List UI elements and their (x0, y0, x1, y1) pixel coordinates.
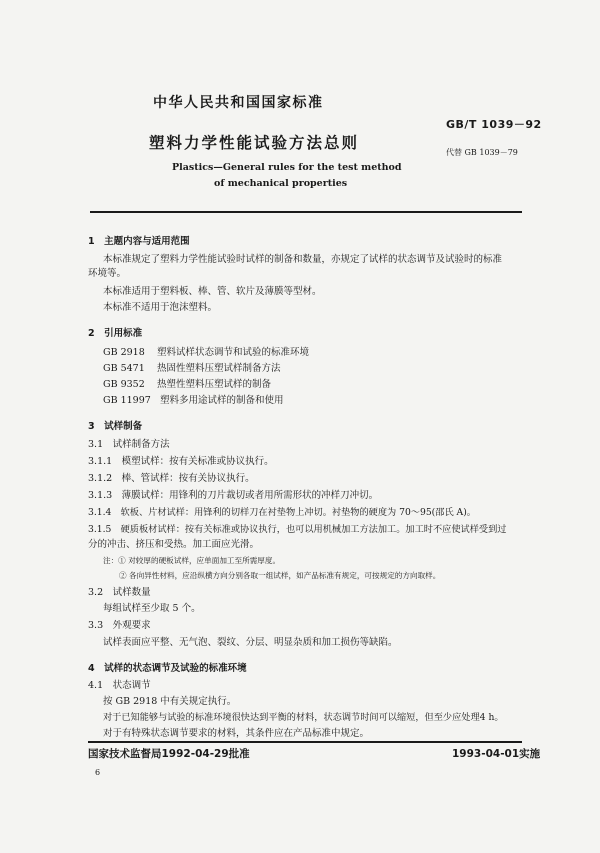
document-title: 塑料力学性能试验方法总则 (149, 134, 360, 152)
clause-3-3-text: 试样表面应平整、无气泡、裂纹、分层、明显杂质和加工损伤等缺陷。 (103, 637, 398, 648)
section-3-heading: 3 试样制备 (88, 421, 143, 432)
clause-3-1-1: 3.1.1 模塑试样：按有关标准或协议执行。 (88, 456, 274, 467)
clause-3-1-2: 3.1.2 棒、管试样：按有关协议执行。 (88, 473, 255, 484)
reference-code: GB 2918 (103, 347, 145, 358)
section-2-heading: 2 引用标准 (88, 328, 143, 339)
replaces-standard: 代替 GB 1039－79 (446, 148, 518, 157)
clause-3-1-3: 3.1.3 薄膜试样：用锋利的刀片裁切或者用所需形状的冲样刀冲切。 (88, 490, 379, 501)
effective-date: 1993-04-01实施 (452, 748, 541, 760)
standard-category: 中华人民共和国国家标准 (153, 95, 324, 111)
reference-title: 热固性塑料压塑试样制备方法 (157, 363, 281, 374)
section-1-paragraph-3: 本标准不适用于泡沫塑料。 (103, 302, 218, 313)
clause-3-3: 3.3 外观要求 (88, 620, 151, 631)
page-number: 6 (95, 768, 101, 777)
english-title-line1: Plastics—General rules for the test method (172, 162, 402, 173)
section-1-paragraph-1-cont: 环境等。 (88, 268, 127, 279)
section-1-heading: 1 主题内容与适用范围 (88, 236, 190, 247)
reference-title: 热塑性塑料压塑试样的制备 (157, 379, 272, 390)
footer-rule (88, 741, 522, 743)
clause-3-1-5: 3.1.5 硬质板材试样：按有关标准或协议执行，也可以用机械加工方法加工。加工时不应使试样受到过 (88, 524, 507, 535)
reference-title: 塑料多用途试样的制备和使用 (160, 395, 284, 406)
section-1-paragraph-1: 本标准规定了塑料力学性能试验时试样的制备和数量，亦规定了试样的状态调节及试验时的标准 (103, 254, 503, 265)
clause-4-1-text-3: 对于有特殊状态调节要求的材料，其条件应在产品标准中规定。 (103, 728, 370, 739)
reference-code: GB 11997 (103, 395, 151, 406)
clause-3-2-text: 每组试样至少取 5 个。 (103, 603, 201, 614)
english-title-line2: of mechanical properties (214, 178, 348, 189)
note-1: 注：① 对较厚的硬板试样，应单面加工至所需厚度。 (103, 556, 281, 565)
note-2: ② 各向异性材料，应沿纵横方向分别各取一组试样，如产品标准有规定，可按规定的方向取样。 (119, 571, 441, 580)
clause-4-1-text-1: 按 GB 2918 中有关规定执行。 (103, 696, 237, 707)
clause-3-1-5-cont: 分的冲击、挤压和受热。加工面应光滑。 (88, 539, 260, 550)
standard-number: GB/T 1039－92 (446, 118, 542, 131)
header-rule (90, 211, 522, 213)
section-4-heading: 4 试样的状态调节及试验的标准环境 (88, 663, 247, 674)
reference-code: GB 9352 (103, 379, 145, 390)
clause-3-2: 3.2 试样数量 (88, 587, 151, 598)
clause-3-1: 3.1 试样制备方法 (88, 439, 170, 450)
approval-statement: 国家技术监督局1992-04-29批准 (88, 748, 250, 760)
clause-3-1-4: 3.1.4 软板、片材试样：用锋利的切样刀在衬垫物上冲切。衬垫物的硬度为 70～95(邵氏 A)。 (88, 507, 476, 518)
clause-4-1-text-2: 对于已知能够与试验的标准环境很快达到平衡的材料，状态调节时间可以缩短，但至少应处理4 h。 (103, 712, 504, 723)
reference-title: 塑料试样状态调节和试验的标准环境 (157, 347, 310, 358)
reference-code: GB 5471 (103, 363, 145, 374)
section-1-paragraph-2: 本标准适用于塑料板、棒、管、软片及薄膜等型材。 (103, 286, 322, 297)
clause-4-1: 4.1 状态调节 (88, 680, 151, 691)
